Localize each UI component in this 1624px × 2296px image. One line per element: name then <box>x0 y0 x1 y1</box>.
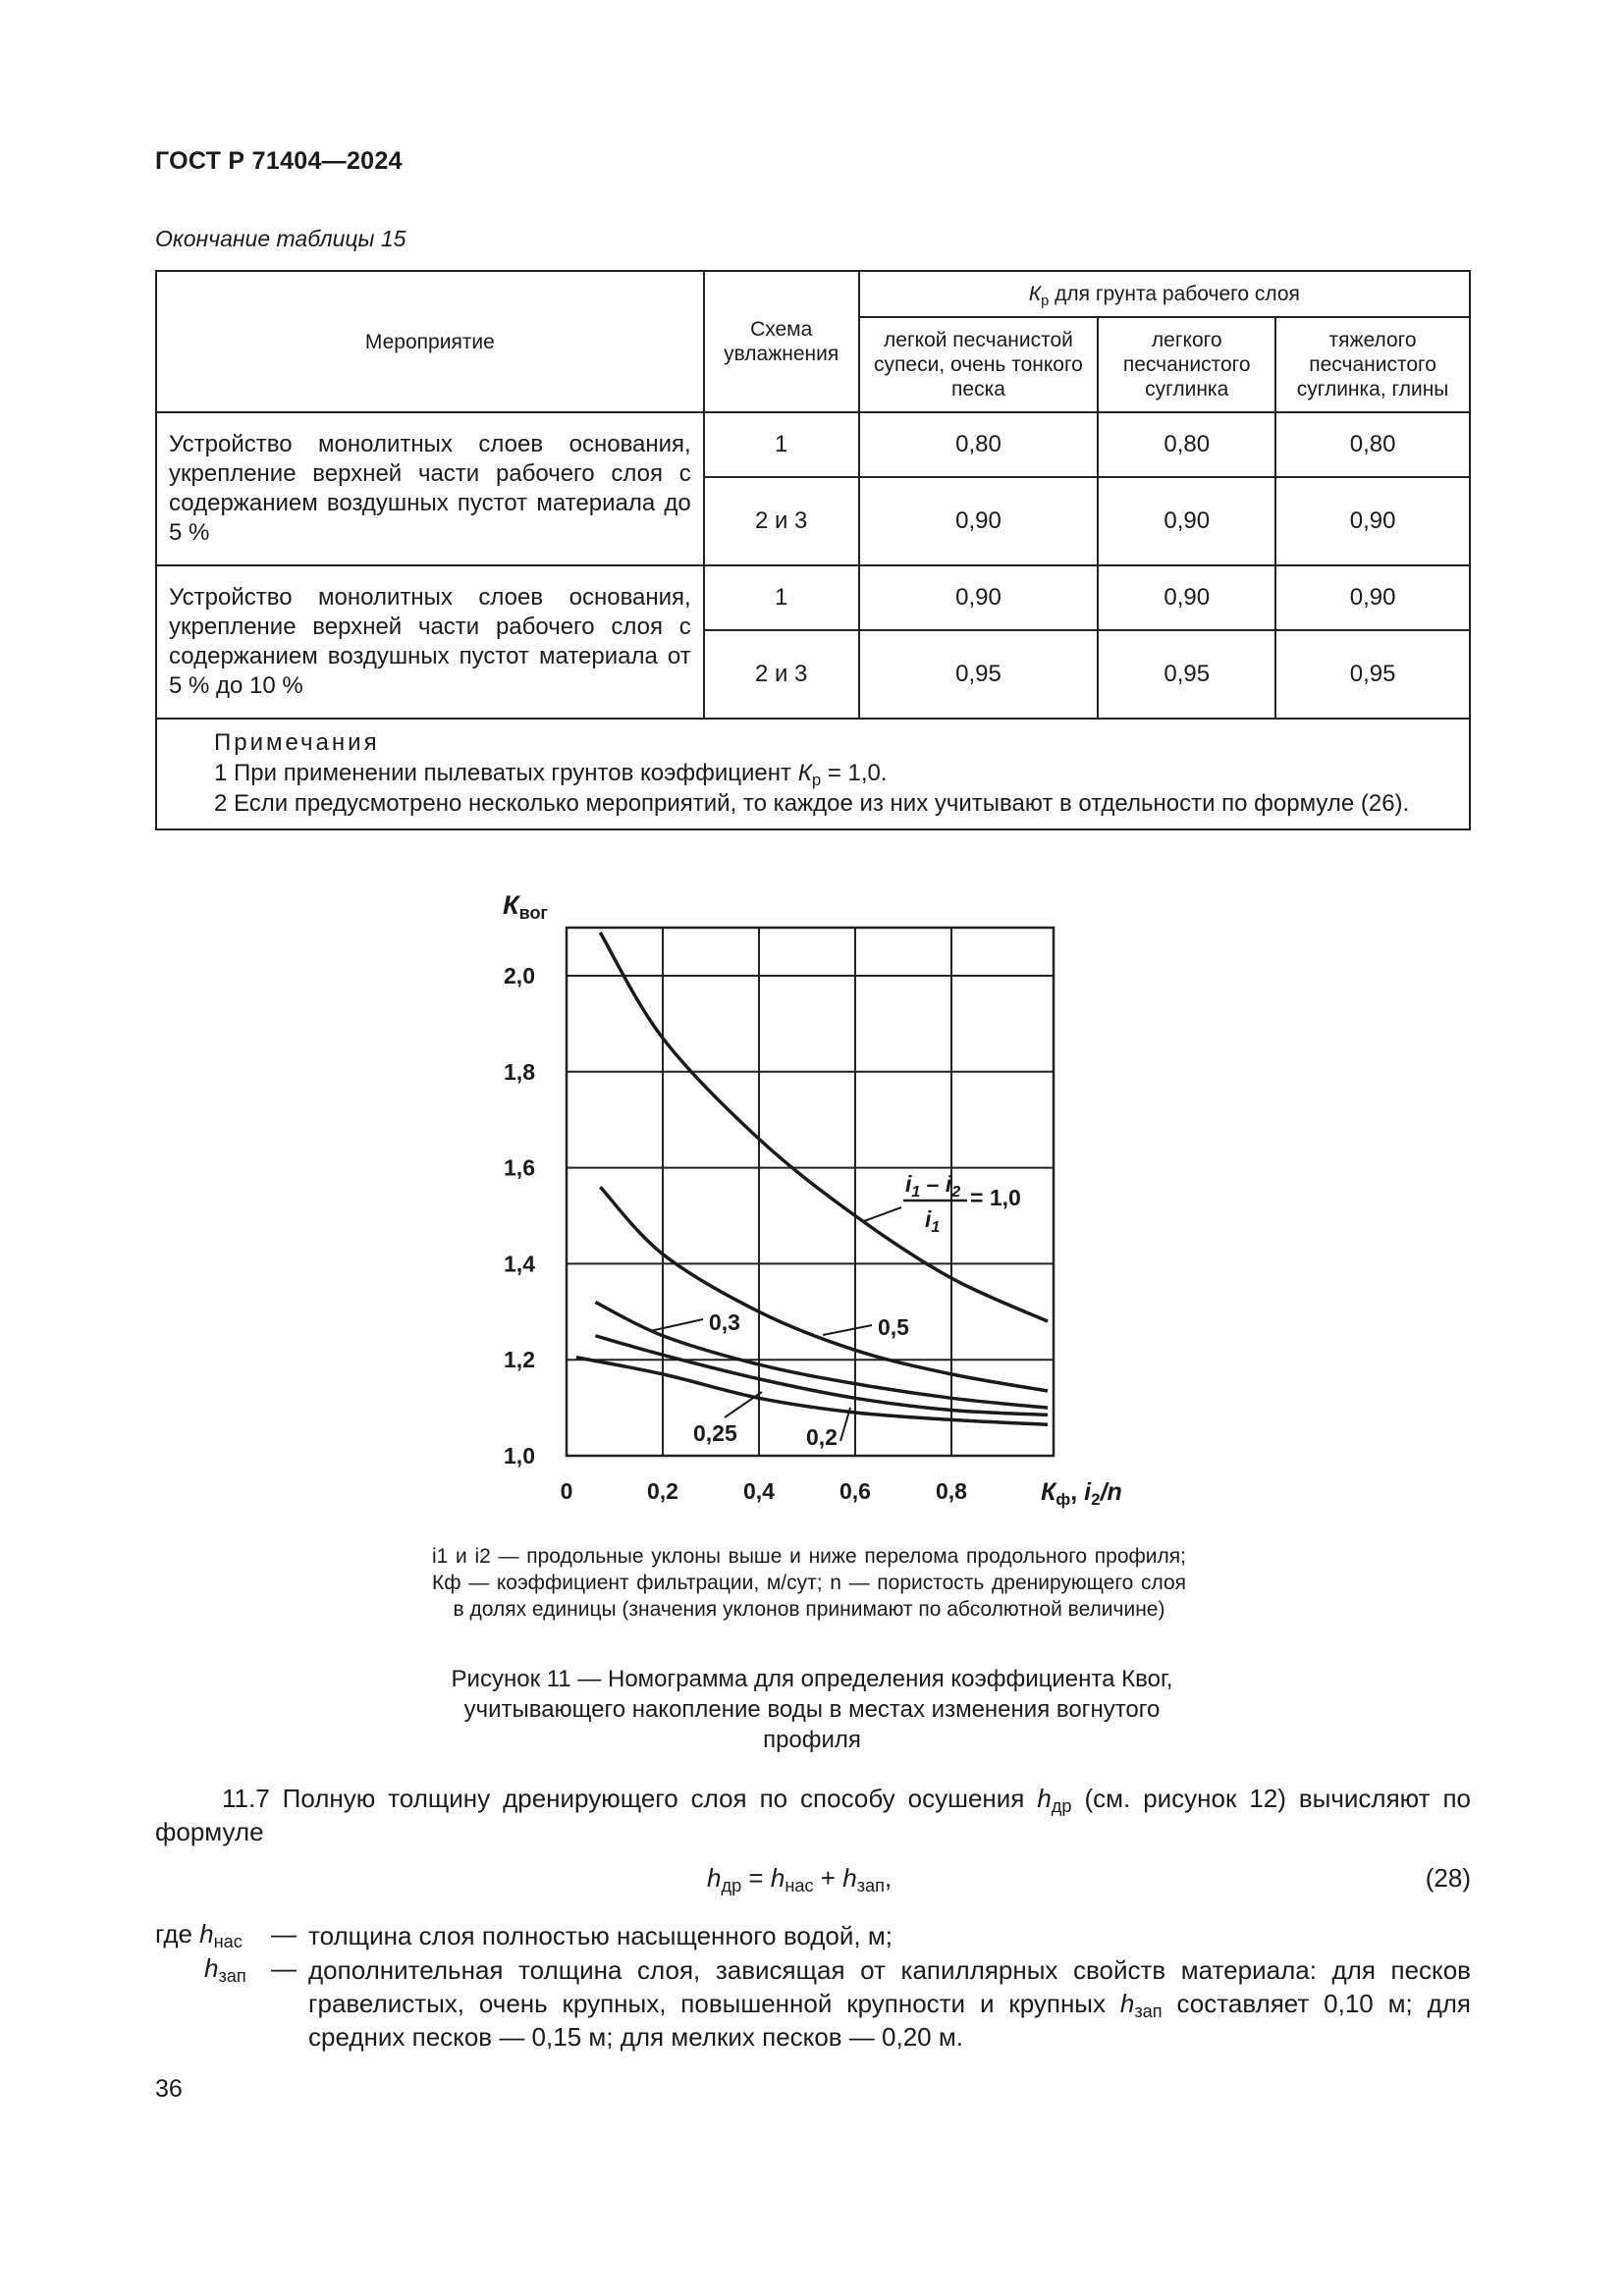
page-number: 36 <box>155 2075 183 2103</box>
scheme-cell: 1 <box>704 565 859 630</box>
value-cell: 0,80 <box>859 412 1099 477</box>
x-tick-label: 0,2 <box>647 1478 678 1504</box>
y-tick-label: 2,0 <box>504 963 535 988</box>
leader-line <box>864 1207 901 1221</box>
value-cell: 0,90 <box>859 565 1099 630</box>
y-tick-label: 1,0 <box>504 1443 535 1468</box>
scheme-cell: 2 и 3 <box>704 477 859 565</box>
label-0.5: 0,5 <box>878 1314 909 1340</box>
notes-title: Примечания <box>214 729 380 756</box>
y-axis-label: Квог <box>503 890 548 923</box>
y-tick-label: 1,2 <box>504 1347 535 1373</box>
header-soil-1: легкой песчанистой супеси, очень тонкого песка <box>859 317 1099 412</box>
note-2: 2 Если предусмотрено несколько мероприятий, то каждое из них учитывают в отдельности по формуле (26). <box>214 790 1410 817</box>
document-header: ГОСТ Р 71404—2024 <box>155 147 403 175</box>
value-cell: 0,95 <box>859 630 1099 719</box>
header-soil-3: тяжелого песчанистого суглинка, глины <box>1275 317 1470 412</box>
y-tick-label: 1,8 <box>504 1058 535 1085</box>
x-tick-label: 0,8 <box>936 1478 967 1504</box>
y-tick-label: 1,4 <box>504 1251 535 1277</box>
label-0.25: 0,25 <box>693 1420 737 1446</box>
table-continuation-label: Окончание таблицы 15 <box>155 226 406 251</box>
scheme-cell: 2 и 3 <box>704 630 859 719</box>
value-cell: 0,80 <box>1275 412 1470 477</box>
figure-title: Рисунок 11 — Номограмма для определения коэффициента Квог, учитывающего накопление воды в местах изменения вогнутого профиля <box>451 1666 1173 1753</box>
label-0.3: 0,3 <box>709 1309 740 1335</box>
svg-text:i1 – i2: $i_1 - i_2$ <box>905 1171 961 1201</box>
where-h-nas: где $h_{нас}$ <box>155 1919 243 1951</box>
header-scheme: Схема увлажнения <box>704 271 859 412</box>
value-cell: 0,90 <box>1098 477 1275 565</box>
svg-text:i1: $i_1$ <box>925 1206 941 1236</box>
dash: — <box>271 1953 297 1983</box>
svg-text:= 1,0: = 1,0 <box>970 1185 1021 1210</box>
value-cell: 0,95 <box>1098 630 1275 719</box>
label-0.2: 0,2 <box>806 1424 838 1450</box>
measure-cell: Устройство монолитных слоев основания, укрепление верхней части рабочего слоя с содержанием воздушных пустот материала до 5 % <box>156 412 704 565</box>
x-axis-label: $К_ф$, $i_2/n$ <box>1041 1478 1122 1509</box>
measure-cell: Устройство монолитных слоев основания, укрепление верхней части рабочего слоя с содержанием воздушных пустот материала от 5 % до 10 % <box>156 565 704 719</box>
value-cell: 0,90 <box>1275 477 1470 565</box>
value-cell: 0,90 <box>859 477 1099 565</box>
scheme-cell: 1 <box>704 412 859 477</box>
x-tick-label: 0,4 <box>743 1478 775 1504</box>
figure-legend: i1 и i2 — продольные уклоны выше и ниже перелома продольного профиля; Кф — коэффициент фильтрации, м/сут; n — пористость дренирующего слоя в долях единицы (значения уклонов принимают по абсолютной величине) <box>432 1545 1186 1621</box>
where-h-zap: $h_{зап}$ <box>204 1953 246 1986</box>
y-tick-label: 1,6 <box>504 1154 535 1181</box>
note-1: 1 При применении пылеватых грунтов коэффициент $К_р = 1,0$. <box>214 760 888 789</box>
leader-line <box>650 1319 703 1331</box>
paragraph-11-7: 11.7 Полную толщину дренирующего слоя по способу осушения $h_{др}$ (см. рисунок 12) вычисляют по формуле <box>155 1784 1472 1846</box>
fraction-label <box>903 1171 1021 1236</box>
value-cell: 0,95 <box>1275 630 1470 719</box>
x-tick-label: 0 <box>560 1478 573 1504</box>
leader-line <box>823 1325 872 1335</box>
dash: — <box>271 1919 297 1949</box>
x-tick-label: 0,6 <box>839 1478 871 1504</box>
value-cell: 0,80 <box>1098 412 1275 477</box>
definition-h-zap: дополнительная толщина слоя, зависящая от капиллярных свойств материала: для песков гравелистых, очень крупных, повышенной крупности и крупных $h_{зап}$ составляет 0,10 м; для средних песков — 0,15 м; для мелких песков — 0,20 м. <box>308 1955 1471 2052</box>
formula-28: $h_{др} = h_{нас} + h_{зап}$, <box>707 1863 893 1896</box>
value-cell: 0,90 <box>1098 565 1275 630</box>
definition-h-nas: толщина слоя полностью насыщенного водой, м; <box>308 1921 893 1950</box>
header-kp-group: $К_р$ для грунта рабочего слоя <box>859 271 1470 317</box>
formula-number: (28) <box>1425 1863 1471 1893</box>
header-soil-2: легкого песчанистого суглинка <box>1098 317 1275 412</box>
header-measure: Мероприятие <box>156 271 704 412</box>
value-cell: 0,90 <box>1275 565 1470 630</box>
